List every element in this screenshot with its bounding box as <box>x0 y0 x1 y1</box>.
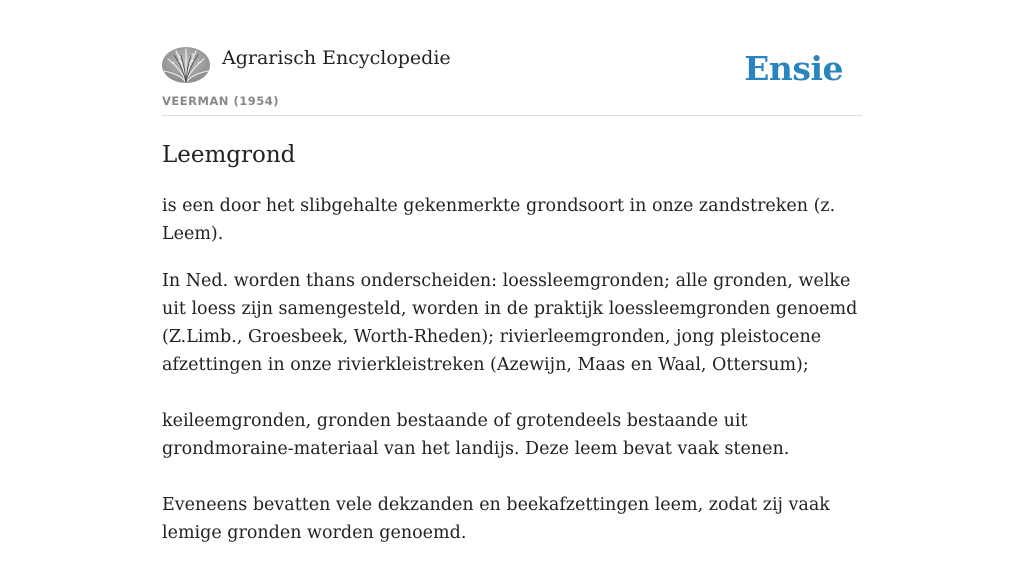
wheat-logo-icon[interactable] <box>162 47 210 83</box>
page-container <box>162 0 862 543</box>
entry-paragraph-keileem: keileemgronden, gronden bestaande of grotendeels bestaande uit grondmoraine-materiaal van het landijs. Deze leem bevat vaak stenen. <box>162 411 790 459</box>
entry-content <box>162 192 862 566</box>
header-divider <box>162 115 862 116</box>
entry-paragraph-definition: is een door het slibgehalte gekenmerkte grondsoort in onze zandstreken (z. Leem). <box>162 196 836 244</box>
entry-paragraph-loess: In Ned. worden thans onderscheiden: loessleemgronden; alle gronden, welke uit loess zijn samengesteld, worden in de praktijk loessleemgronden genoemd (Z.Limb., Groesbeek, Worth-Rheden); rivierleemgronden, jong pleistocene afzettingen in onze rivierkleistreken (Azewijn, Maas en Waal, Ottersum); <box>162 271 858 375</box>
entry-paragraph-dekzanden: Eveneens bevatten vele dekzanden en beekafzettingen leem, zodat zij vaak lemige gronden worden genoemd. <box>162 495 830 543</box>
entry-title: Leemgrond <box>162 142 296 168</box>
site-title[interactable]: Agrarisch Encyclopedie <box>222 47 451 69</box>
ensie-brand-logo[interactable]: Ensie <box>744 49 843 88</box>
author-label: VEERMAN (1954) <box>162 94 279 108</box>
